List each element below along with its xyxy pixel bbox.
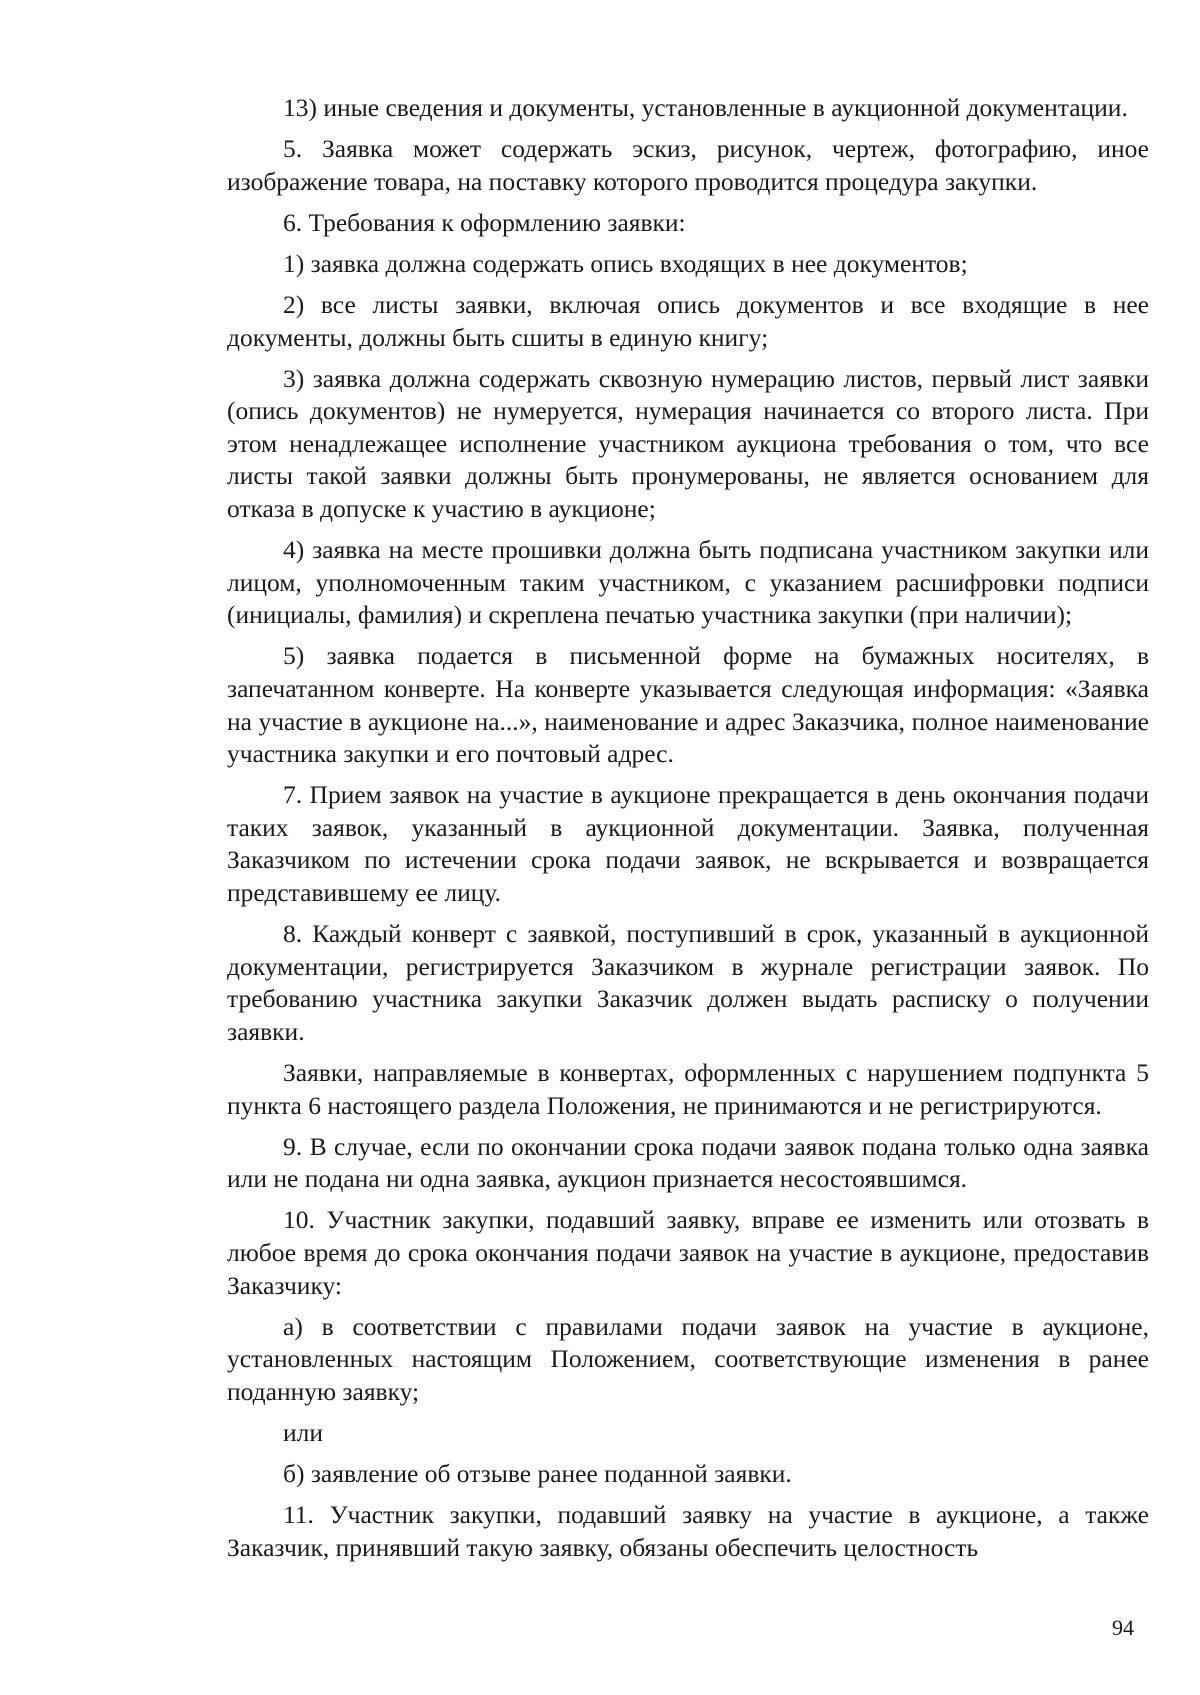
page-number: 94 bbox=[1112, 1615, 1134, 1640]
paragraph: 5. Заявка может содержать эскиз, рисунок, чертеж, фотографию, иное изображение товара, на поставку которого проводится процедура закупки. bbox=[227, 134, 1149, 196]
paragraph: 6. Требования к оформлению заявки: bbox=[283, 207, 686, 237]
paragraph: 13) иные сведения и документы, установленные в аукционной документации. bbox=[283, 93, 1128, 122]
paragraph: 7. Прием заявок на участие в аукционе прекращается в день окончания подачи таких заявок, указанный в аукционной документации. Заявка, полученная Заказчиком по истечении срока подачи заявок, не вскрывается и возвращается представившему ее лицу. bbox=[227, 780, 1149, 908]
paragraph: 2) все листы заявки, включая опись документов и все входящие в нее документы, должны быть сшиты в единую книгу; bbox=[227, 289, 1149, 352]
paragraph: Заявки, направляемые в конвертах, оформленных с нарушением подпункта 5 пункта 6 настоящего раздела Положения, не принимаются и не регистрируются. bbox=[227, 1058, 1149, 1120]
paragraph: а) в соответствии с правилами подачи заявок на участие в аукционе, установленных настоящим Положением, соответствующие изменения в ранее поданную заявку; bbox=[227, 1311, 1149, 1406]
paragraph: 9. В случае, если по окончании срока подачи заявок подана только одна заявка или не подана ни одна заявка, аукцион признается несостоявшимся. bbox=[227, 1131, 1149, 1194]
paragraph: б) заявление об отзыве ранее поданной заявки. bbox=[283, 1459, 792, 1489]
paragraph: 11. Участник закупки, подавший заявку на участие в аукционе, а также Заказчик, принявший такую заявку, обязаны обеспечить целостность bbox=[227, 1500, 1149, 1562]
paragraph: или bbox=[283, 1417, 324, 1447]
paragraph: 1) заявка должна содержать опись входящих в нее документов; bbox=[283, 248, 968, 278]
paragraph: 3) заявка должна содержать сквозную нумерацию листов, первый лист заявки (опись документов) не нумеруется, нумерация начинается со второго листа. При этом ненадлежащее исполнение участником аукциона требования о том, что все листы такой заявки должны быть пронумерованы, не является основанием для отказа в допуске к участию в аукционе; bbox=[227, 363, 1149, 524]
document-body bbox=[227, 92, 1149, 1573]
paragraph: 10. Участник закупки, подавший заявку, вправе ее изменить или отозвать в любое время до срока окончания подачи заявок на участие в аукционе, предоставив Заказчику: bbox=[227, 1205, 1149, 1300]
paragraph: 5) заявка подается в письменной форме на бумажных носителях, в запечатанном конверте. На конверте указывается следующая информация: «Заявка на участие в аукционе на...», наименование и адрес Заказчика, полное наименование участника закупки и его почтовый адрес. bbox=[227, 641, 1149, 769]
paragraph: 4) заявка на месте прошивки должна быть подписана участником закупки или лицом, уполномоченным таким участником, с указанием расшифровки подписи (инициалы, фамилия) и скреплена печатью участника закупки (при наличии); bbox=[227, 535, 1149, 630]
paragraph: 8. Каждый конверт с заявкой, поступивший в срок, указанный в аукционной документации, регистрируется Заказчиком в журнале регистрации заявок. По требованию участника закупки Заказчик должен выдать расписку о получении заявки. bbox=[227, 919, 1149, 1046]
